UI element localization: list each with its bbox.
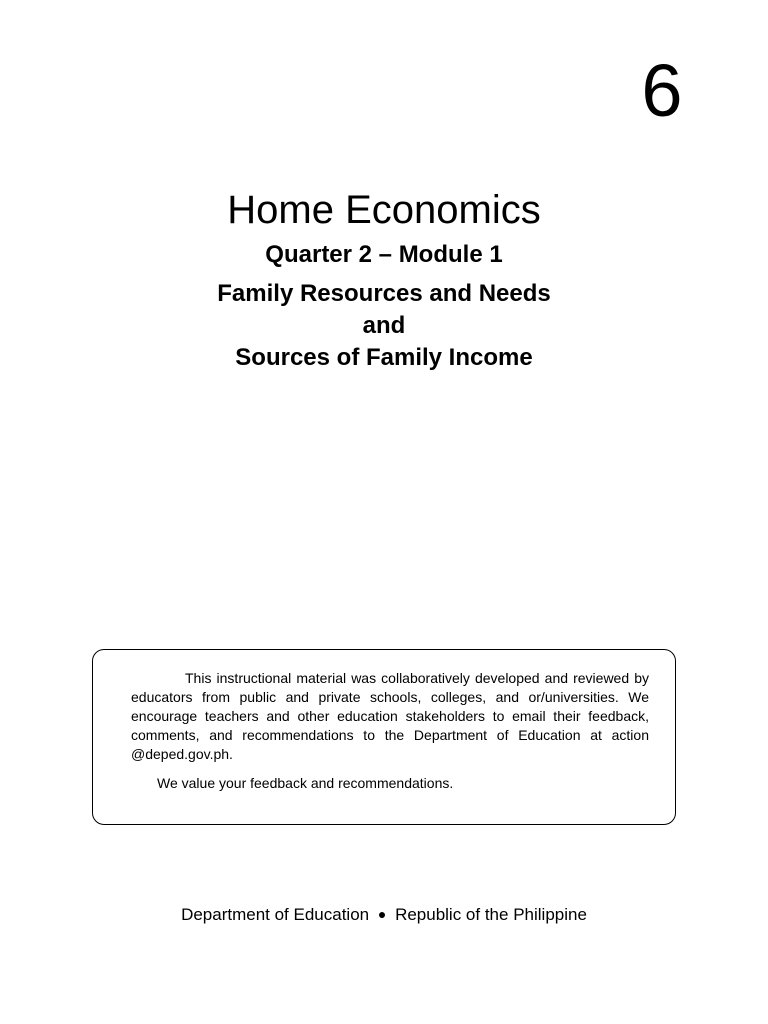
feedback-notice-box [92,649,676,825]
notice-closing-text: We value your feedback and recommendations. [157,775,454,791]
topic-line: Family Resources and Needs [217,280,551,307]
publisher-footer [0,902,768,927]
topic-line: and [362,312,406,339]
notice-body-text: This instructional material was collaboratively developed and reviewed by educators from public and private schools, colleges, and or/universities. We encourage teachers and other education stakeholders to email their feedback, comments, and recommendations to the Department of Education at action @deped.gov.ph. [131,670,649,762]
footer-country: Republic of the Philippine [395,905,587,924]
topic-line: Sources of Family Income [235,344,533,371]
bullet-separator-icon: ● [377,906,387,922]
quarter-module-label: Quarter 2 – Module 1 [265,241,503,268]
grade-number: 6 [641,49,683,132]
subject-title: Home Economics [227,188,541,232]
footer-department: Department of Education [181,905,370,924]
module-topic [0,278,768,374]
